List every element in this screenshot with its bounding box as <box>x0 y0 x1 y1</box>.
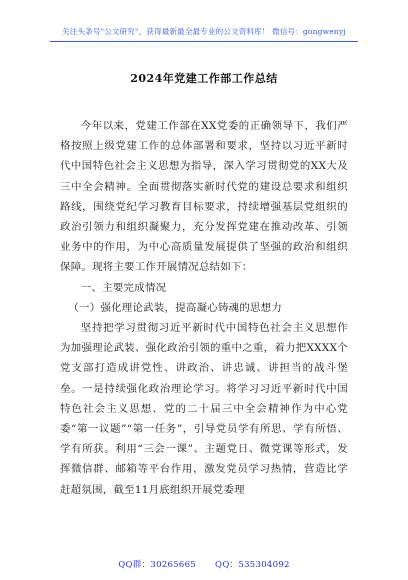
header-divider <box>50 41 358 42</box>
footer-qq: QQ：535304092 <box>215 560 290 570</box>
document-title: 2024年党建工作部工作总结 <box>130 72 278 85</box>
footer-contact <box>0 558 408 570</box>
subsection-heading: （一）强化理论武装，提高凝心铸魂的思想力 <box>68 301 283 314</box>
body-paragraph: 坚持把学习贯彻习近平新时代中国特色社会主义思想作为加强理论武装、强化政治引领的重中之重，着力把XXXX个党支部打造成讲党性、讲政治、讲忠诚、讲担当的战斗堡垒。一是持续强化政治理论学习。将学习习近平新时代中国特色社会主义思想、党的二十届三中全会精神作为中心党委“第一议题”“第一任务”，引导党员学有所思、学有所悟、学有所获。利用“三会一课”、主题党日、微党课等形式，发挥微信群、邮箱等平台作用，激发党员学习热情，营造比学赶超氛围，截至11月底组织开展党委理 <box>60 322 348 496</box>
section-heading: 一、主要完成情况 <box>80 281 167 294</box>
footer-qq-group: QQ群：30265665 <box>118 560 197 570</box>
document-body <box>60 116 348 500</box>
intro-paragraph: 今年以来，党建工作部在XX党委的正确领导下，我们严格按照上级党建工作的总体部署和要求，坚持以习近平新时代中国特色社会主义思想为指导，深入学习贯彻党的XX大及三中全会精神。全面贯彻落实新时代党的建设总要求和组织路线，围绕党纪学习教育目标要求，持续增强基层党组织的政治引领力和组织凝聚力，充分发挥党建在推动改革、引领业务中的作用，为中心高质量发展提供了坚强的政治和组织保障。现将主要工作开展情况总结如下： <box>60 120 348 274</box>
header-banner: 关注头条号"公文研究"，获得最新最全最专业的公文资料库！ 微信号：gongwenyj <box>62 27 346 36</box>
